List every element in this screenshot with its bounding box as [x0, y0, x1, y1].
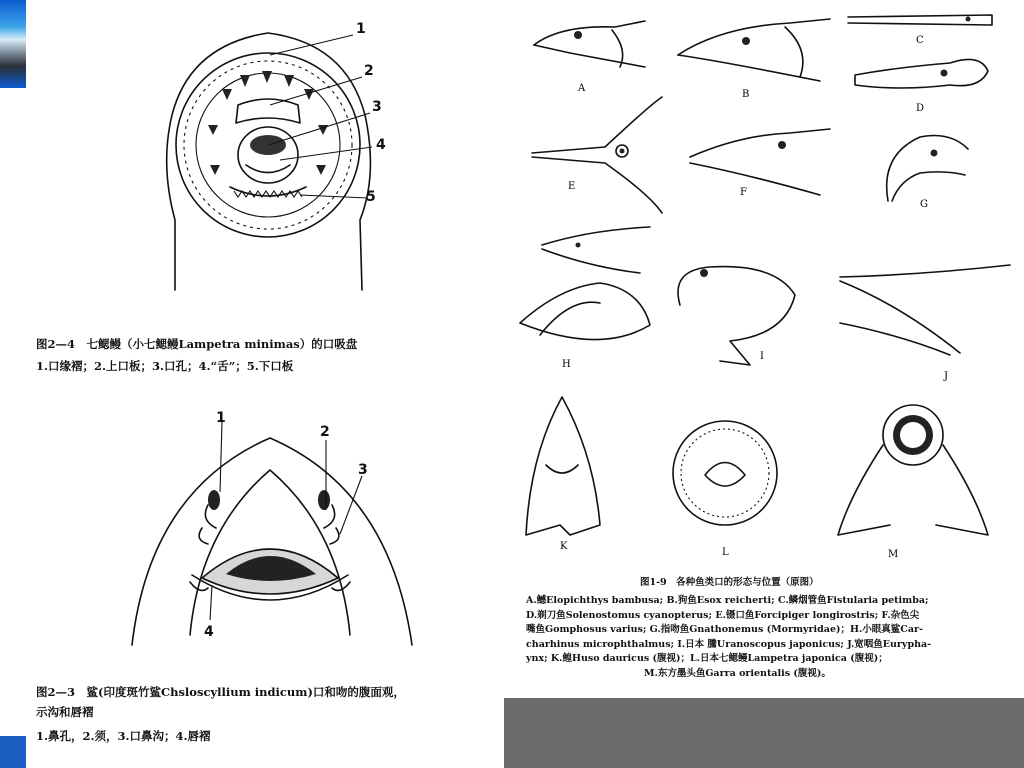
figure-2-4: [150, 5, 400, 295]
caption-line: ynx; K.鳇Huso dauricus (腹视)；L.日本七鳃鳗Lampetra japonica (腹视)；: [526, 653, 888, 664]
callout-4: 4: [204, 624, 214, 640]
panel-label-H: H: [562, 359, 571, 370]
panel-label-E: E: [568, 181, 576, 192]
panel-label-I: I: [760, 351, 764, 362]
panel-label-M: M: [888, 549, 899, 560]
figure-2-4-caption-title: 图2—4 七鳃鳗（小七鳃鳗Lampetra minimas）的口吸盘: [36, 337, 358, 351]
figure-2-3-caption-legend: 1.鼻孔，2.须，3.口鼻沟；4.唇褶: [36, 729, 211, 743]
figure-1-9-caption-title: 图1-9 各种鱼类口的形态与位置（原图）: [640, 577, 819, 588]
figure-1-9-caption-body: [526, 594, 1016, 681]
panel-label-F: F: [740, 187, 747, 198]
callout-1: 1: [216, 410, 226, 426]
figure-2-3: [130, 410, 420, 650]
lamprey-oral-disc-illustration: [150, 5, 400, 295]
panel-label-D: D: [916, 103, 925, 114]
corner-photo-thumbnail: [0, 0, 26, 88]
callout-3: 3: [372, 99, 382, 115]
corner-blue-block: [0, 736, 26, 768]
caption-line: 嘴鱼Gomphosus varius; G.指吻鱼Gnathonemus (Mormyridae)；H.小眼真鲨Car-: [526, 624, 923, 635]
fish-mouth-forms-illustration: [520, 5, 1010, 575]
caption-line: A.鳡Elopichthys bambusa; B.狗鱼Esox reicherti; C.鳞烟管鱼Fistularia petimba;: [526, 595, 929, 606]
panel-label-K: K: [560, 541, 568, 552]
figure-2-4-caption-legend: 1.口缘褶；2.上口板；3.口孔；4.“舌”；5.下口板: [36, 359, 294, 373]
figure-2-3-caption-title-2: 示沟和唇褶: [36, 705, 94, 719]
callout-2: 2: [364, 63, 374, 79]
callout-2: 2: [320, 424, 330, 440]
callout-4: 4: [376, 137, 386, 153]
figure-1-9: [520, 5, 1010, 575]
callout-5: 5: [366, 189, 376, 205]
panel-label-B: B: [742, 89, 750, 100]
panel-label-J: J: [944, 371, 949, 382]
caption-line: charhinus microphthalmus; I.日本 騰Uranoscopus japonicus; J.宽咽鱼Eurypha-: [526, 638, 932, 650]
gray-panel: [504, 698, 1024, 768]
figure-2-3-caption-title: 图2—3 鲨(印度斑竹鲨Chsloscyllium indicum)口和吻的腹面观，: [36, 685, 405, 699]
panel-label-G: G: [920, 199, 928, 210]
caption-line: D.剃刀鱼Solenostomus cyanopterus; E.镊口鱼Forcipiger longirostris; F.杂色尖: [526, 609, 920, 621]
panel-label-C: C: [916, 35, 924, 46]
panel-label-A: A: [578, 83, 586, 94]
caption-line: M.东方墨头鱼Garra orientalis (腹视)。: [644, 667, 831, 679]
callout-3: 3: [358, 462, 368, 478]
panel-label-L: L: [722, 547, 729, 558]
callout-1: 1: [356, 21, 366, 37]
shark-snout-ventral-illustration: [130, 410, 420, 650]
